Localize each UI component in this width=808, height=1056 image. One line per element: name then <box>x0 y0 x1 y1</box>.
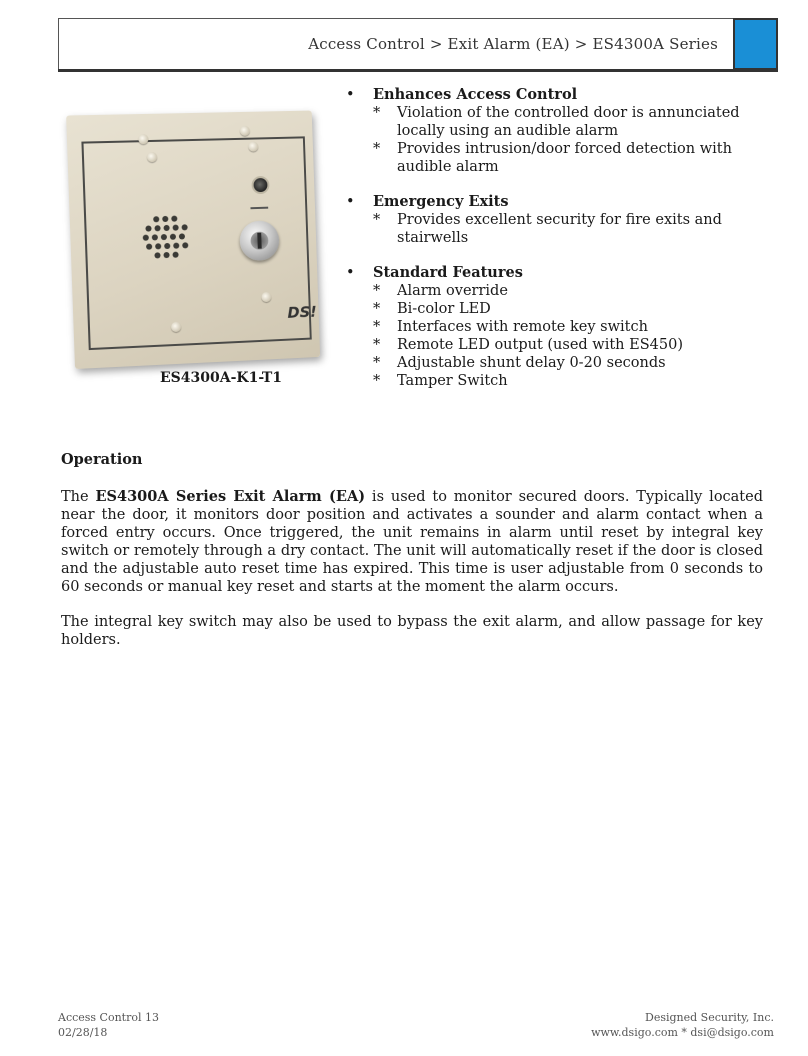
speaker-grille-icon <box>139 213 193 267</box>
header-rule-top <box>58 18 733 19</box>
operation-paragraph: The ES4300A Series Exit Alarm (EA) is used to monitor secured doors. Typically located near the door, it monitors door position and activates a sounder and alarm contact when a forced entry occurs. Once triggered, the unit remains in alarm until reset by integral key switch or remotely through a dry contact. The unit will automatically reset if the door is closed and the adjustable auto reset time has expired. This time is user adjustable from 0 seconds to 60 seconds or manual key reset and starts at the moment the alarm occurs. <box>61 488 763 595</box>
footer-right <box>591 1010 774 1040</box>
footer-left <box>58 1010 159 1040</box>
list-item: * Adjustable shunt delay 0-20 seconds <box>373 355 666 371</box>
bullet-icon: • <box>346 265 355 281</box>
product-caption: ES4300A-K1-T1 <box>160 370 282 386</box>
bullet-icon: • <box>346 194 355 210</box>
list-item: * Remote LED output (used with ES450) <box>373 337 683 353</box>
header-rule-bottom <box>58 69 778 72</box>
bullet-icon: • <box>346 87 355 103</box>
feature-group <box>346 264 766 390</box>
list-item: * Provides intrusion/door forced detection with audible alarm <box>373 141 732 175</box>
accent-block <box>733 18 778 70</box>
section-heading: Operation <box>61 451 143 468</box>
product-image <box>64 105 324 367</box>
footer-contact: www.dsigo.com * dsi@dsigo.com <box>591 1026 774 1039</box>
product-name: ES4300A Series Exit Alarm (EA) <box>95 488 366 505</box>
feature-title: Enhances Access Control <box>373 86 578 103</box>
brand-logo: DS! <box>287 302 318 322</box>
operation-paragraph: The integral key switch may also be used to bypass the exit alarm, and allow passage for key holders. <box>61 614 763 648</box>
list-item: * Interfaces with remote key switch <box>373 319 648 335</box>
list-item: * Provides excellent security for fire exits and stairwells <box>373 212 722 246</box>
feature-title: Standard Features <box>373 264 523 281</box>
list-item: * Alarm override <box>373 283 508 299</box>
list-item: * Tamper Switch <box>373 373 508 389</box>
features-list <box>346 86 766 407</box>
header-rule-left <box>58 18 59 70</box>
list-item: * Violation of the controlled door is annunciated locally using an audible alarm <box>373 105 740 139</box>
feature-group <box>346 86 766 176</box>
chevron-icon <box>250 201 268 209</box>
feature-group <box>346 193 766 247</box>
screw-icon <box>240 126 250 136</box>
feature-title: Emergency Exits <box>373 193 509 210</box>
footer-section: Access Control 13 <box>58 1011 159 1024</box>
list-item: * Bi-color LED <box>373 301 491 317</box>
footer-date: 02/28/18 <box>58 1026 108 1039</box>
footer-company: Designed Security, Inc. <box>645 1011 774 1024</box>
faceplate <box>66 111 320 369</box>
breadcrumb: Access Control > Exit Alarm (EA) > ES4300A Series <box>308 35 718 53</box>
